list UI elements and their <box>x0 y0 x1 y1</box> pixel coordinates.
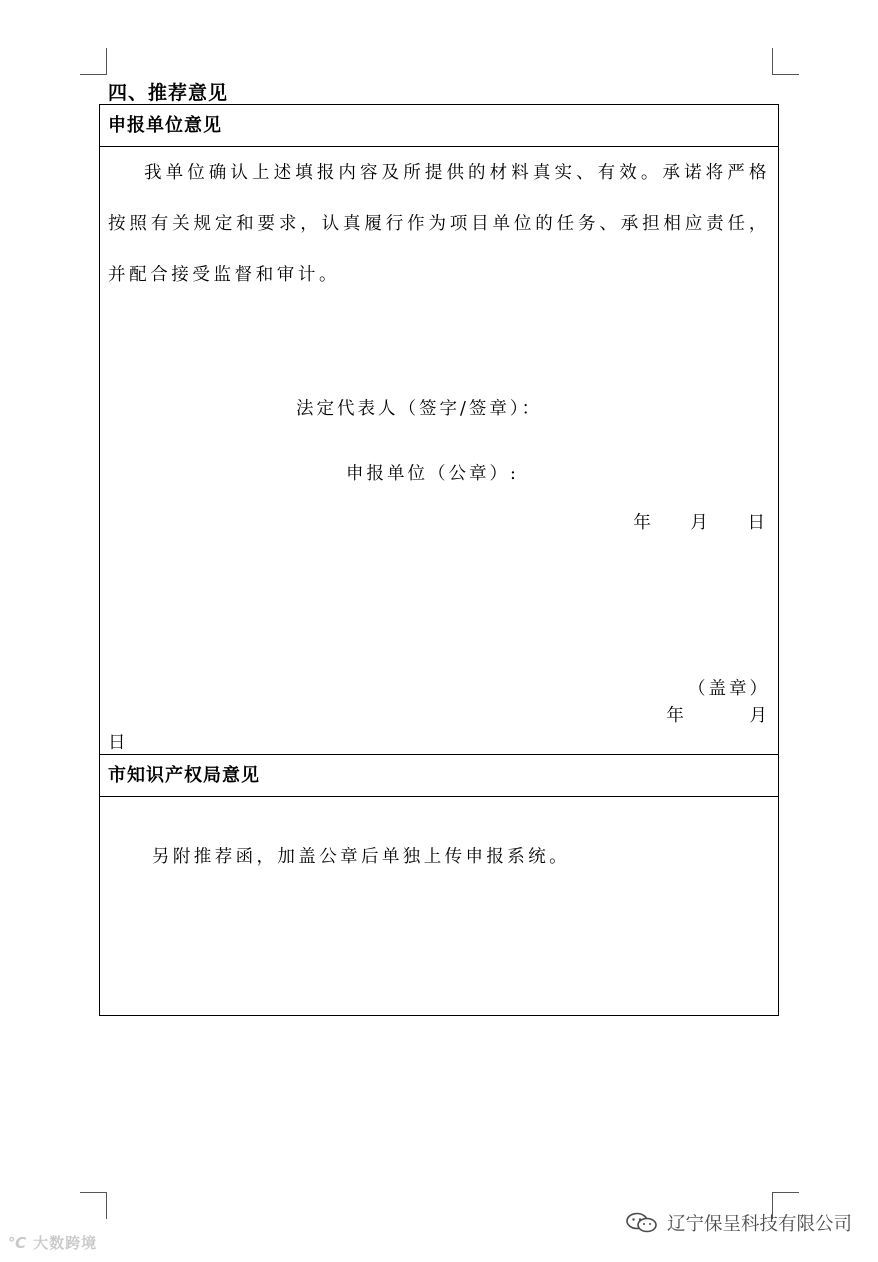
seal-label: （盖章） <box>688 679 770 699</box>
wechat-icon <box>625 1212 659 1234</box>
watermark-logo <box>8 1232 97 1253</box>
watermark-logo-text: 大数跨境 <box>33 1234 98 1252</box>
seal-day-label: 日 <box>108 733 129 753</box>
ip-bureau-opinion-header: 市知识产权局意见 <box>100 754 778 797</box>
seal-date-label: 年 月 <box>666 706 770 726</box>
watermark-mark-icon: ℃ <box>8 1234 28 1252</box>
applicant-statement: 我单位确认上述填报内容及所提供的材料真实、有效。承诺将严格按照有关规定和要求，认真履行作为项目单位的任务、承担相应责任，并配合接受监督和审计。 <box>108 163 770 285</box>
recommendation-table <box>99 104 779 1016</box>
applicant-opinion-header: 申报单位意见 <box>100 105 778 147</box>
legal-representative-label: 法定代表人（签字/签章）： <box>296 399 543 419</box>
footer-brand-text: 辽宁保呈科技有限公司 <box>666 1214 852 1235</box>
ip-bureau-statement: 另附推荐函，加盖公章后单独上传申报系统。 <box>152 847 570 867</box>
crop-mark-bottom-left <box>80 1192 107 1219</box>
footer-brand <box>625 1210 852 1236</box>
crop-mark-top-right <box>772 48 799 75</box>
date-label: 年 月 日 <box>633 513 768 533</box>
section-heading: 四、推荐意见 <box>108 82 229 104</box>
applicant-unit-label: 申报单位（公章）: <box>346 464 519 484</box>
crop-mark-top-left <box>80 48 107 75</box>
